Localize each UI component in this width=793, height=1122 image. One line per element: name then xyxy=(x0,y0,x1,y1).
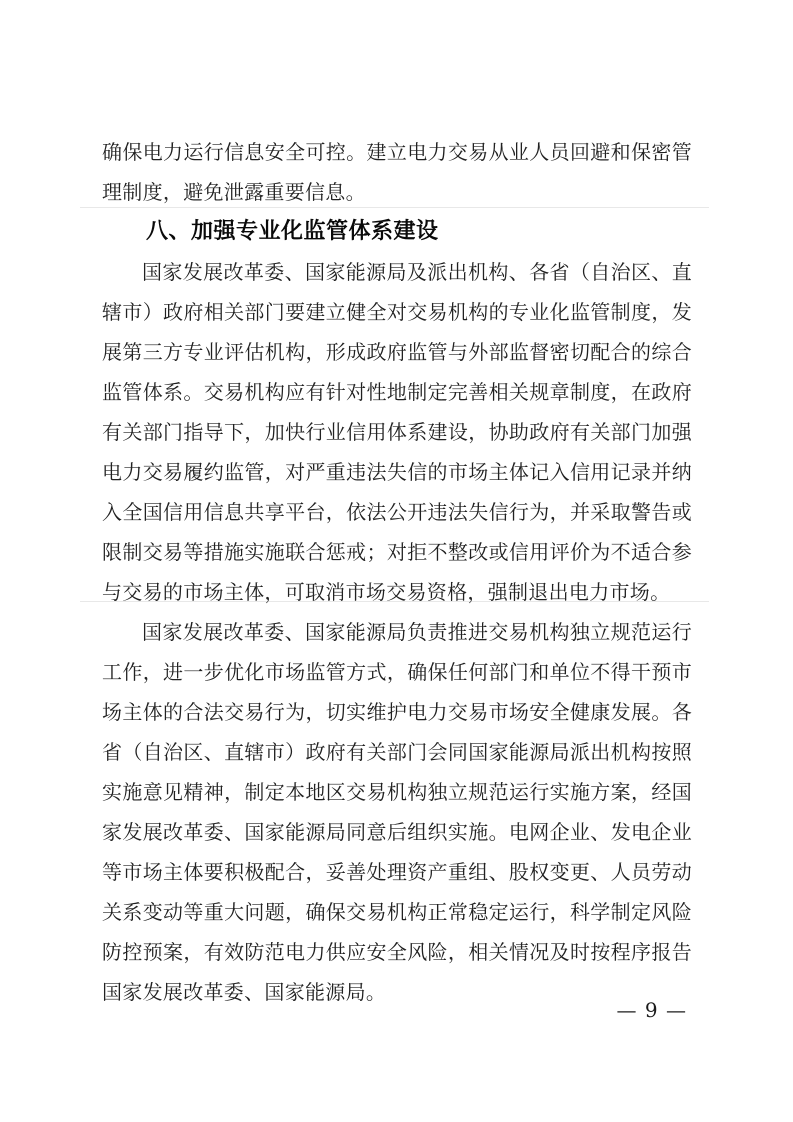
paragraph-supervision-system: 国家发展改革委、国家能源局及派出机构、各省（自治区、直辖市）政府相关部门要建立健全对交易机构的专业化监管制度，发展第三方专业评估机构，形成政府监管与外部监督密切配合的综合监管体系。交易机构应有针对性地制定完善相关规章制度，在政府有关部门指导下，加快行业信用体系建设，协助政府有关部门加强电力交易履约监管，对严重违法失信的市场主体记入信用记录并纳入全国信用信息共享平台，依法公开违法失信行为，并采取警告或限制交易等措施实施联合惩戒；对拒不整改或信用评价为不适合参与交易的市场主体，可取消市场交易资格，强制退出电力市场。 xyxy=(102,260,692,604)
paragraph-continued-from-previous-page: 确保电力运行信息安全可控。建立电力交易从业人员回避和保密管理制度，避免泄露重要信息。 xyxy=(102,140,692,204)
scan-artifact-line xyxy=(80,207,709,208)
paragraph-independent-operation: 国家发展改革委、国家能源局负责推进交易机构独立规范运行工作，进一步优化市场监管方式，确保任何部门和单位不得干预市场主体的合法交易行为，切实维护电力交易市场安全健康发展。各省（自治区、直辖市）政府有关部门会同国家能源局派出机构按照实施意见精神，制定本地区交易机构独立规范运行实施方案，经国家发展改革委、国家能源局同意后组织实施。电网企业、发电企业等市场主体要积极配合，妥善处理资产重组、股权变更、人员劳动关系变动等重大问题，确保交易机构正常稳定运行，科学制定风险防控预案，有效防范电力供应安全风险，相关情况及时按程序报告国家发展改革委、国家能源局。 xyxy=(102,620,692,1004)
page-number: — 9 — xyxy=(616,998,687,1022)
scan-artifact-line xyxy=(80,601,709,602)
section-heading: 八、加强专业化监管体系建设 xyxy=(146,219,439,244)
document-body xyxy=(102,132,692,1012)
